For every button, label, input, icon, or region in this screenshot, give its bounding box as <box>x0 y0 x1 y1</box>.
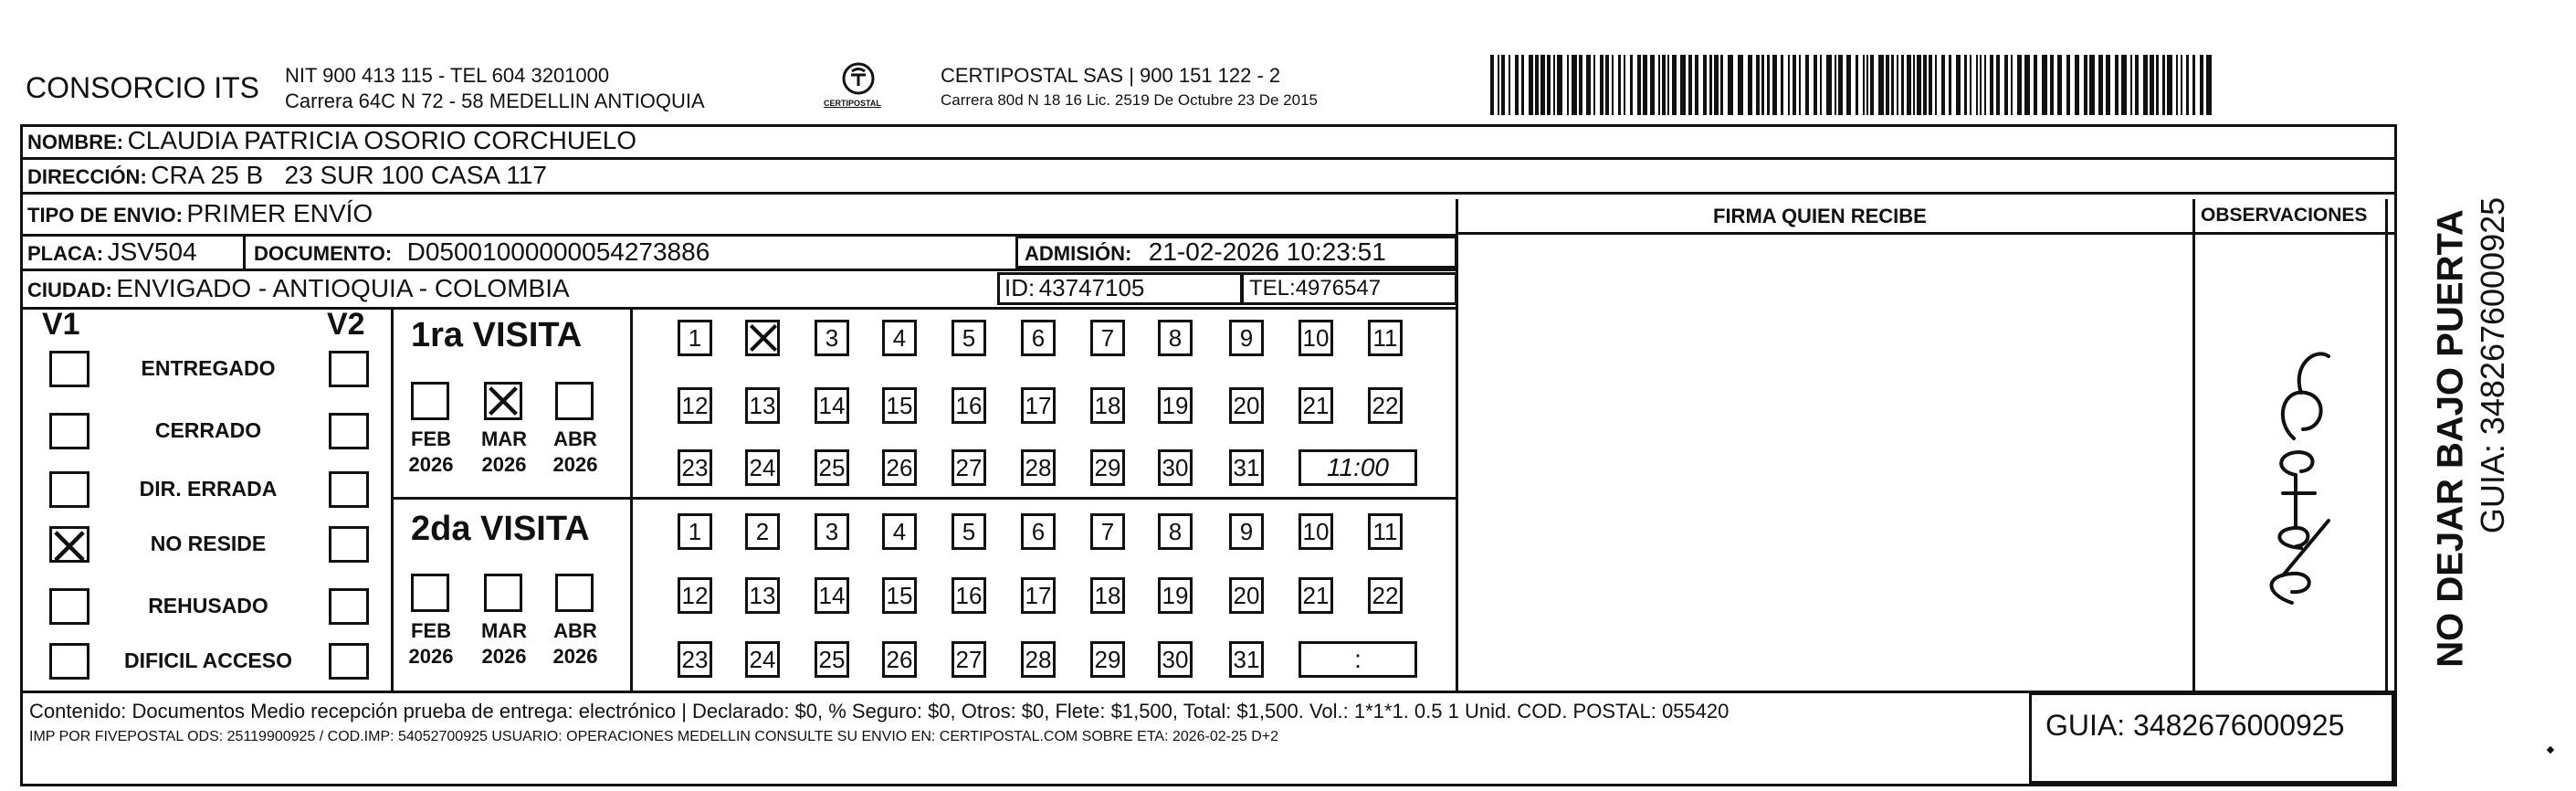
first-visit-day-18[interactable]: 18 <box>1090 387 1125 424</box>
first-visit-day-3[interactable]: 3 <box>815 320 849 356</box>
first-visit-day-25[interactable]: 25 <box>815 449 849 486</box>
first-visit-day-21[interactable]: 21 <box>1299 387 1333 424</box>
barcode-bar <box>1637 55 1641 115</box>
first-visit-day-1[interactable]: 1 <box>678 320 712 356</box>
placa-value: JSV504 <box>107 237 197 266</box>
barcode-bar <box>1870 55 1874 115</box>
company-nit: NIT 900 413 115 - TEL 604 3201000 <box>285 64 610 87</box>
ciudad-label: CIUDAD: <box>27 279 112 301</box>
barcode-bar <box>1509 55 1510 115</box>
status-label-3: NO RESIDE <box>150 532 267 555</box>
barcode-bar <box>1586 55 1591 115</box>
first-visit-day-10[interactable]: 10 <box>1299 320 1333 356</box>
v1-checkbox-0[interactable] <box>49 351 89 387</box>
barcode-bar <box>1923 55 1927 115</box>
status-label-0: ENTREGADO <box>141 356 276 380</box>
documento-field <box>254 237 710 267</box>
second-visit-time-field[interactable]: : <box>1299 641 1417 678</box>
tel-value: 4976547 <box>1295 276 1382 301</box>
second-visit-day-3[interactable]: 3 <box>815 513 849 550</box>
barcode-bar <box>1624 55 1625 115</box>
admision-label: ADMISIÓN: <box>1025 242 1132 265</box>
barcode-bar <box>1662 55 1666 115</box>
barcode-bar <box>1490 55 1494 115</box>
second-visit-day-21[interactable]: 21 <box>1299 577 1333 614</box>
barcode-bar <box>1772 55 1777 115</box>
barcode-bar <box>1605 55 1609 115</box>
barcode-bar <box>1990 55 1993 115</box>
second-visit-day-20[interactable]: 20 <box>1229 577 1264 614</box>
barcode-bar <box>1878 55 1884 115</box>
carrier-name: CERTIPOSTAL SAS | 900 151 122 - 2 <box>941 64 1281 87</box>
barcode-bar <box>1866 55 1868 115</box>
second-visit-day-19[interactable]: 19 <box>1158 577 1193 614</box>
second-visit-day-26[interactable]: 26 <box>882 641 917 678</box>
barcode-bar <box>1886 55 1889 115</box>
first-visit-day-11[interactable]: 11 <box>1368 320 1403 356</box>
second-visit-month-checkbox-0[interactable] <box>411 574 449 612</box>
barcode-bar <box>1553 55 1555 115</box>
second-visit-month-label-0: FEB <box>411 619 451 642</box>
admision-field <box>1025 237 1386 267</box>
barcode-bar <box>1970 55 1971 115</box>
barcode-bar <box>1996 55 2000 115</box>
barcode-bar <box>1579 55 1582 115</box>
carrier-license: Carrera 80d N 18 16 Lic. 2519 De Octubre 23 De 2015 <box>941 91 1318 109</box>
barcode-bar <box>1984 55 1986 115</box>
first-visit-day-13[interactable]: 13 <box>745 387 780 424</box>
first-visit-time-field[interactable]: 11:00 <box>1299 449 1417 486</box>
barcode-bar <box>2186 55 2189 115</box>
second-visit-year-label-0: 2026 <box>408 645 454 668</box>
first-visit-day-7[interactable]: 7 <box>1090 320 1125 356</box>
barcode-bar <box>1897 55 1898 115</box>
v1-checkbox-2[interactable] <box>49 471 89 508</box>
first-visit-month-checkbox-2[interactable] <box>555 382 594 420</box>
barcode-bar <box>2176 55 2178 115</box>
barcode-bar <box>2089 55 2095 115</box>
barcode-bar <box>1572 55 1577 115</box>
admision-value: 21-02-2026 10:23:51 <box>1148 237 1386 266</box>
barcode-bar <box>2162 55 2165 115</box>
barcode-bar <box>2192 55 2195 115</box>
barcode-bar <box>1756 55 1760 115</box>
first-visit-month-checkbox-1[interactable] <box>484 382 522 420</box>
company-name: CONSORCIO ITS <box>26 71 260 104</box>
barcode-bar <box>1846 55 1851 115</box>
barcode-bar <box>2004 55 2008 115</box>
logo-caption: CERTIPOSTAL <box>824 99 881 108</box>
first-visit-month-label-1: MAR <box>480 427 528 450</box>
barcode-bar <box>1667 55 1669 115</box>
first-visit-day-17[interactable]: 17 <box>1021 387 1056 424</box>
v1-checkbox-3[interactable] <box>49 526 89 563</box>
barcode-bar <box>2106 55 2110 115</box>
barcode-bar <box>1593 55 1595 115</box>
v1-header: V1 <box>42 307 80 342</box>
second-visit-day-10[interactable]: 10 <box>1299 513 1333 550</box>
tipo-envio-value: PRIMER ENVÍO <box>186 199 373 227</box>
second-visit-day-5[interactable]: 5 <box>952 513 986 550</box>
first-visit-day-24[interactable]: 24 <box>745 449 780 486</box>
barcode-bar <box>1728 55 1733 115</box>
barcode-bar <box>1501 55 1505 115</box>
v2-checkbox-2[interactable] <box>329 471 369 508</box>
documento-value: D05001000000054273886 <box>406 237 710 266</box>
second-visit-day-6[interactable]: 6 <box>1021 513 1056 550</box>
barcode-bar <box>2143 55 2148 115</box>
barcode-bar <box>1793 55 1796 115</box>
v2-checkbox-5[interactable] <box>329 643 369 680</box>
second-visit-month-checkbox-2[interactable] <box>555 574 594 612</box>
barcode-bar <box>1941 55 1945 115</box>
first-visit-day-2[interactable] <box>745 320 780 356</box>
barcode-bar <box>2075 55 2079 115</box>
barcode-bar <box>2057 55 2062 115</box>
first-visit-day-5[interactable]: 5 <box>952 320 986 356</box>
side-warning: NO DEJAR BAJO PUERTA <box>2430 209 2471 668</box>
barcode-bar <box>1498 55 1499 115</box>
barcode-bar <box>1748 55 1752 115</box>
id-label: ID: <box>1004 274 1036 301</box>
second-visit-day-16[interactable]: 16 <box>952 577 986 614</box>
second-visit-day-31[interactable]: 31 <box>1229 641 1264 678</box>
second-visit-day-11[interactable]: 11 <box>1368 513 1403 550</box>
firma-label: FIRMA QUIEN RECIBE <box>1713 205 1927 227</box>
second-visit-day-7[interactable]: 7 <box>1090 513 1125 550</box>
first-visit-month-checkbox-0[interactable] <box>411 382 449 420</box>
first-visit-day-23[interactable]: 23 <box>678 449 712 486</box>
second-visit-year-label-1: 2026 <box>481 645 527 668</box>
first-visit-day-29[interactable]: 29 <box>1090 449 1125 486</box>
second-visit-day-30[interactable]: 30 <box>1158 641 1193 678</box>
v1-checkbox-4[interactable] <box>49 588 89 625</box>
second-visit-day-17[interactable]: 17 <box>1021 577 1056 614</box>
barcode-icon <box>1490 55 2221 115</box>
first-visit-year-label-2: 2026 <box>552 453 598 476</box>
barcode-bar <box>2050 55 2054 115</box>
barcode-bar <box>1567 55 1569 115</box>
barcode-bar <box>1964 55 1967 115</box>
documento-label: DOCUMENTO: <box>254 242 393 265</box>
v2-checkbox-0[interactable] <box>329 351 369 387</box>
id-field <box>1004 274 1144 302</box>
first-visit-title: 1ra VISITA <box>411 316 583 354</box>
barcode-bar <box>1703 55 1707 115</box>
barcode-bar <box>1901 55 1904 115</box>
barcode-bar <box>1891 55 1894 115</box>
footer-imp: IMP POR FIVEPOSTAL ODS: 25119900925 / COD.IMP: 54052700925 USUARIO: OPERACIONES MEDELLIN CONSULTE SU ENVIO EN: CERTIPOSTAL.COM SOBRE ETA: 2026-02-25 D+2 <box>29 729 1279 744</box>
second-visit-day-18[interactable]: 18 <box>1090 577 1125 614</box>
barcode-bar <box>1820 55 1822 115</box>
footer-contenido: Contenido: Documentos Medio recepción prueba de entrega: electrónico | Declarado: $0, % Seguro: $0, Otros: $0, Flete: $1,500, Total: $1,500. Vol.: 1*1*1. 0.5 1 Unid. COD. POSTAL: 055420 <box>29 700 1730 722</box>
barcode-bar <box>1720 55 1723 115</box>
barcode-bar <box>1643 55 1647 115</box>
first-visit-day-30[interactable]: 30 <box>1158 449 1193 486</box>
barcode-bar <box>1814 55 1817 115</box>
barcode-bar <box>1799 55 1801 115</box>
tel-label: TEL: <box>1249 276 1296 301</box>
barcode-bar <box>1956 55 1961 115</box>
barcode-bar <box>1805 55 1809 115</box>
second-visit-day-23[interactable]: 23 <box>678 641 712 678</box>
barcode-bar <box>1976 55 1978 115</box>
id-value: 43747105 <box>1038 274 1145 301</box>
handwritten-signature-icon <box>2228 301 2356 612</box>
first-visit-day-28[interactable]: 28 <box>1021 449 1056 486</box>
tipo-envio-label: TIPO DE ENVIO: <box>27 204 183 227</box>
second-visit-day-24[interactable]: 24 <box>745 641 780 678</box>
barcode-bar <box>1907 55 1911 115</box>
v2-checkbox-4[interactable] <box>329 588 369 625</box>
barcode-bar <box>1650 55 1655 115</box>
barcode-bar <box>2034 55 2037 115</box>
first-visit-year-label-0: 2026 <box>408 453 454 476</box>
tipo-envio-row <box>27 199 373 228</box>
second-visit-month-label-2: ABR <box>553 619 597 642</box>
barcode-bar <box>1529 55 1533 115</box>
status-label-4: REHUSADO <box>148 594 268 617</box>
barcode-bar <box>1761 55 1764 115</box>
barcode-bar <box>1980 55 1982 115</box>
second-visit-day-14[interactable]: 14 <box>815 577 849 614</box>
first-visit-day-19[interactable]: 19 <box>1158 387 1193 424</box>
status-label-1: CERRADO <box>154 418 262 442</box>
barcode-bar <box>2121 55 2127 115</box>
barcode-bar <box>1767 55 1770 115</box>
barcode-bar <box>1688 55 1692 115</box>
barcode-bar <box>1680 55 1686 115</box>
barcode-bar <box>2011 55 2013 115</box>
first-visit-day-6[interactable]: 6 <box>1021 320 1056 356</box>
barcode-bar <box>1658 55 1660 115</box>
first-visit-day-4[interactable]: 4 <box>882 320 917 356</box>
first-visit-day-15[interactable]: 15 <box>882 387 917 424</box>
nombre-value: CLAUDIA PATRICIA OSORIO CORCHUELO <box>127 126 637 154</box>
first-visit-day-14[interactable]: 14 <box>815 387 849 424</box>
second-visit-year-label-2: 2026 <box>552 645 598 668</box>
first-visit-day-8[interactable]: 8 <box>1158 320 1193 356</box>
barcode-bar <box>1672 55 1677 115</box>
second-visit-day-22[interactable]: 22 <box>1368 577 1403 614</box>
first-visit-day-22[interactable]: 22 <box>1368 387 1403 424</box>
v2-header: V2 <box>327 307 365 342</box>
tel-field <box>1249 276 1381 301</box>
barcode-bar <box>2042 55 2047 115</box>
barcode-bar <box>1714 55 1719 115</box>
barcode-bar <box>1695 55 1698 115</box>
corner-mark <box>2547 746 2554 754</box>
barcode-bar <box>2156 55 2159 115</box>
second-visit-day-29[interactable]: 29 <box>1090 641 1125 678</box>
v2-checkbox-3[interactable] <box>329 526 369 563</box>
first-visit-year-label-1: 2026 <box>481 453 527 476</box>
barcode-bar <box>1835 55 1836 115</box>
barcode-bar <box>1826 55 1832 115</box>
v2-checkbox-1[interactable] <box>329 413 369 449</box>
second-visit-month-checkbox-1[interactable] <box>484 574 522 612</box>
footer-guia: GUIA: 3482676000925 <box>2045 709 2345 742</box>
observaciones-label: OBSERVACIONES <box>2201 205 2368 226</box>
barcode-bar <box>2150 55 2154 115</box>
second-visit-day-28[interactable]: 28 <box>1021 641 1056 678</box>
barcode-bar <box>1838 55 1843 115</box>
status-label-5: DIFICIL ACCESO <box>123 649 292 672</box>
nombre-row <box>27 126 636 155</box>
first-visit-month-label-2: ABR <box>553 427 597 450</box>
company-address: Carrera 64C N 72 - 58 MEDELLIN ANTIOQUIA <box>285 90 705 112</box>
barcode-bar <box>1630 55 1633 115</box>
first-visit-day-26[interactable]: 26 <box>882 449 917 486</box>
side-guia: GUIA: 3482676000925 <box>2474 196 2511 534</box>
barcode-bar <box>1949 55 1951 115</box>
barcode-bar <box>2084 55 2087 115</box>
nombre-label: NOMBRE: <box>27 131 124 153</box>
barcode-bar <box>1535 55 1539 115</box>
v1-checkbox-1[interactable] <box>49 413 89 449</box>
barcode-bar <box>2167 55 2172 115</box>
barcode-bar <box>2098 55 2103 115</box>
first-visit-day-9[interactable]: 9 <box>1229 320 1264 356</box>
barcode-bar <box>1612 55 1614 115</box>
second-visit-day-4[interactable]: 4 <box>882 513 917 550</box>
barcode-bar <box>1738 55 1743 115</box>
first-visit-day-20[interactable]: 20 <box>1229 387 1264 424</box>
barcode-bar <box>1600 55 1603 115</box>
barcode-bar <box>2130 55 2132 115</box>
barcode-bar <box>1935 55 1937 115</box>
direccion-label: DIRECCIÓN: <box>27 165 147 188</box>
second-visit-day-8[interactable]: 8 <box>1158 513 1193 550</box>
barcode-bar <box>2024 55 2030 115</box>
barcode-bar <box>1515 55 1519 115</box>
ciudad-field <box>27 274 570 303</box>
second-visit-day-9[interactable]: 9 <box>1229 513 1264 550</box>
second-visit-day-1[interactable]: 1 <box>678 513 712 550</box>
first-visit-month-label-0: FEB <box>411 427 451 450</box>
barcode-bar <box>1709 55 1712 115</box>
second-visit-day-12[interactable]: 12 <box>678 577 712 614</box>
ciudad-value: ENVIGADO - ANTIOQUIA - COLOMBIA <box>116 274 570 302</box>
second-visit-title: 2da VISITA <box>411 510 590 548</box>
barcode-bar <box>1557 55 1562 115</box>
barcode-bar <box>1917 55 1921 115</box>
barcode-bar <box>1929 55 1932 115</box>
first-visit-day-27[interactable]: 27 <box>952 449 986 486</box>
direccion-value: CRA 25 B 23 SUR 100 CASA 117 <box>151 161 547 189</box>
second-visit-day-25[interactable]: 25 <box>815 641 849 678</box>
barcode-bar <box>2206 55 2212 115</box>
placa-label: PLACA: <box>27 242 104 265</box>
barcode-bar <box>1618 55 1621 115</box>
barcode-bar <box>2066 55 2070 115</box>
direccion-row <box>27 161 547 190</box>
barcode-bar <box>1547 55 1551 115</box>
barcode-bar <box>2017 55 2022 115</box>
barcode-bar <box>2200 55 2203 115</box>
barcode-bar <box>1540 55 1545 115</box>
first-visit-day-16[interactable]: 16 <box>952 387 986 424</box>
barcode-bar <box>2135 55 2139 115</box>
status-label-2: DIR. ERRADA <box>139 477 278 501</box>
barcode-bar <box>1781 55 1783 115</box>
second-visit-day-2[interactable]: 2 <box>745 513 780 550</box>
second-visit-day-15[interactable]: 15 <box>882 577 917 614</box>
barcode-bar <box>1913 55 1915 115</box>
second-visit-day-13[interactable]: 13 <box>745 577 780 614</box>
second-visit-month-label-1: MAR <box>480 619 528 642</box>
first-visit-day-31[interactable]: 31 <box>1229 449 1264 486</box>
first-visit-day-12[interactable]: 12 <box>678 387 712 424</box>
barcode-bar <box>1856 55 1858 115</box>
placa-field <box>27 237 197 267</box>
barcode-bar <box>2115 55 2119 115</box>
barcode-bar <box>1863 55 1865 115</box>
second-visit-day-27[interactable]: 27 <box>952 641 986 678</box>
barcode-bar <box>2181 55 2182 115</box>
barcode-bar <box>1788 55 1790 115</box>
v1-checkbox-5[interactable] <box>49 643 89 680</box>
barcode-bar <box>1521 55 1524 115</box>
